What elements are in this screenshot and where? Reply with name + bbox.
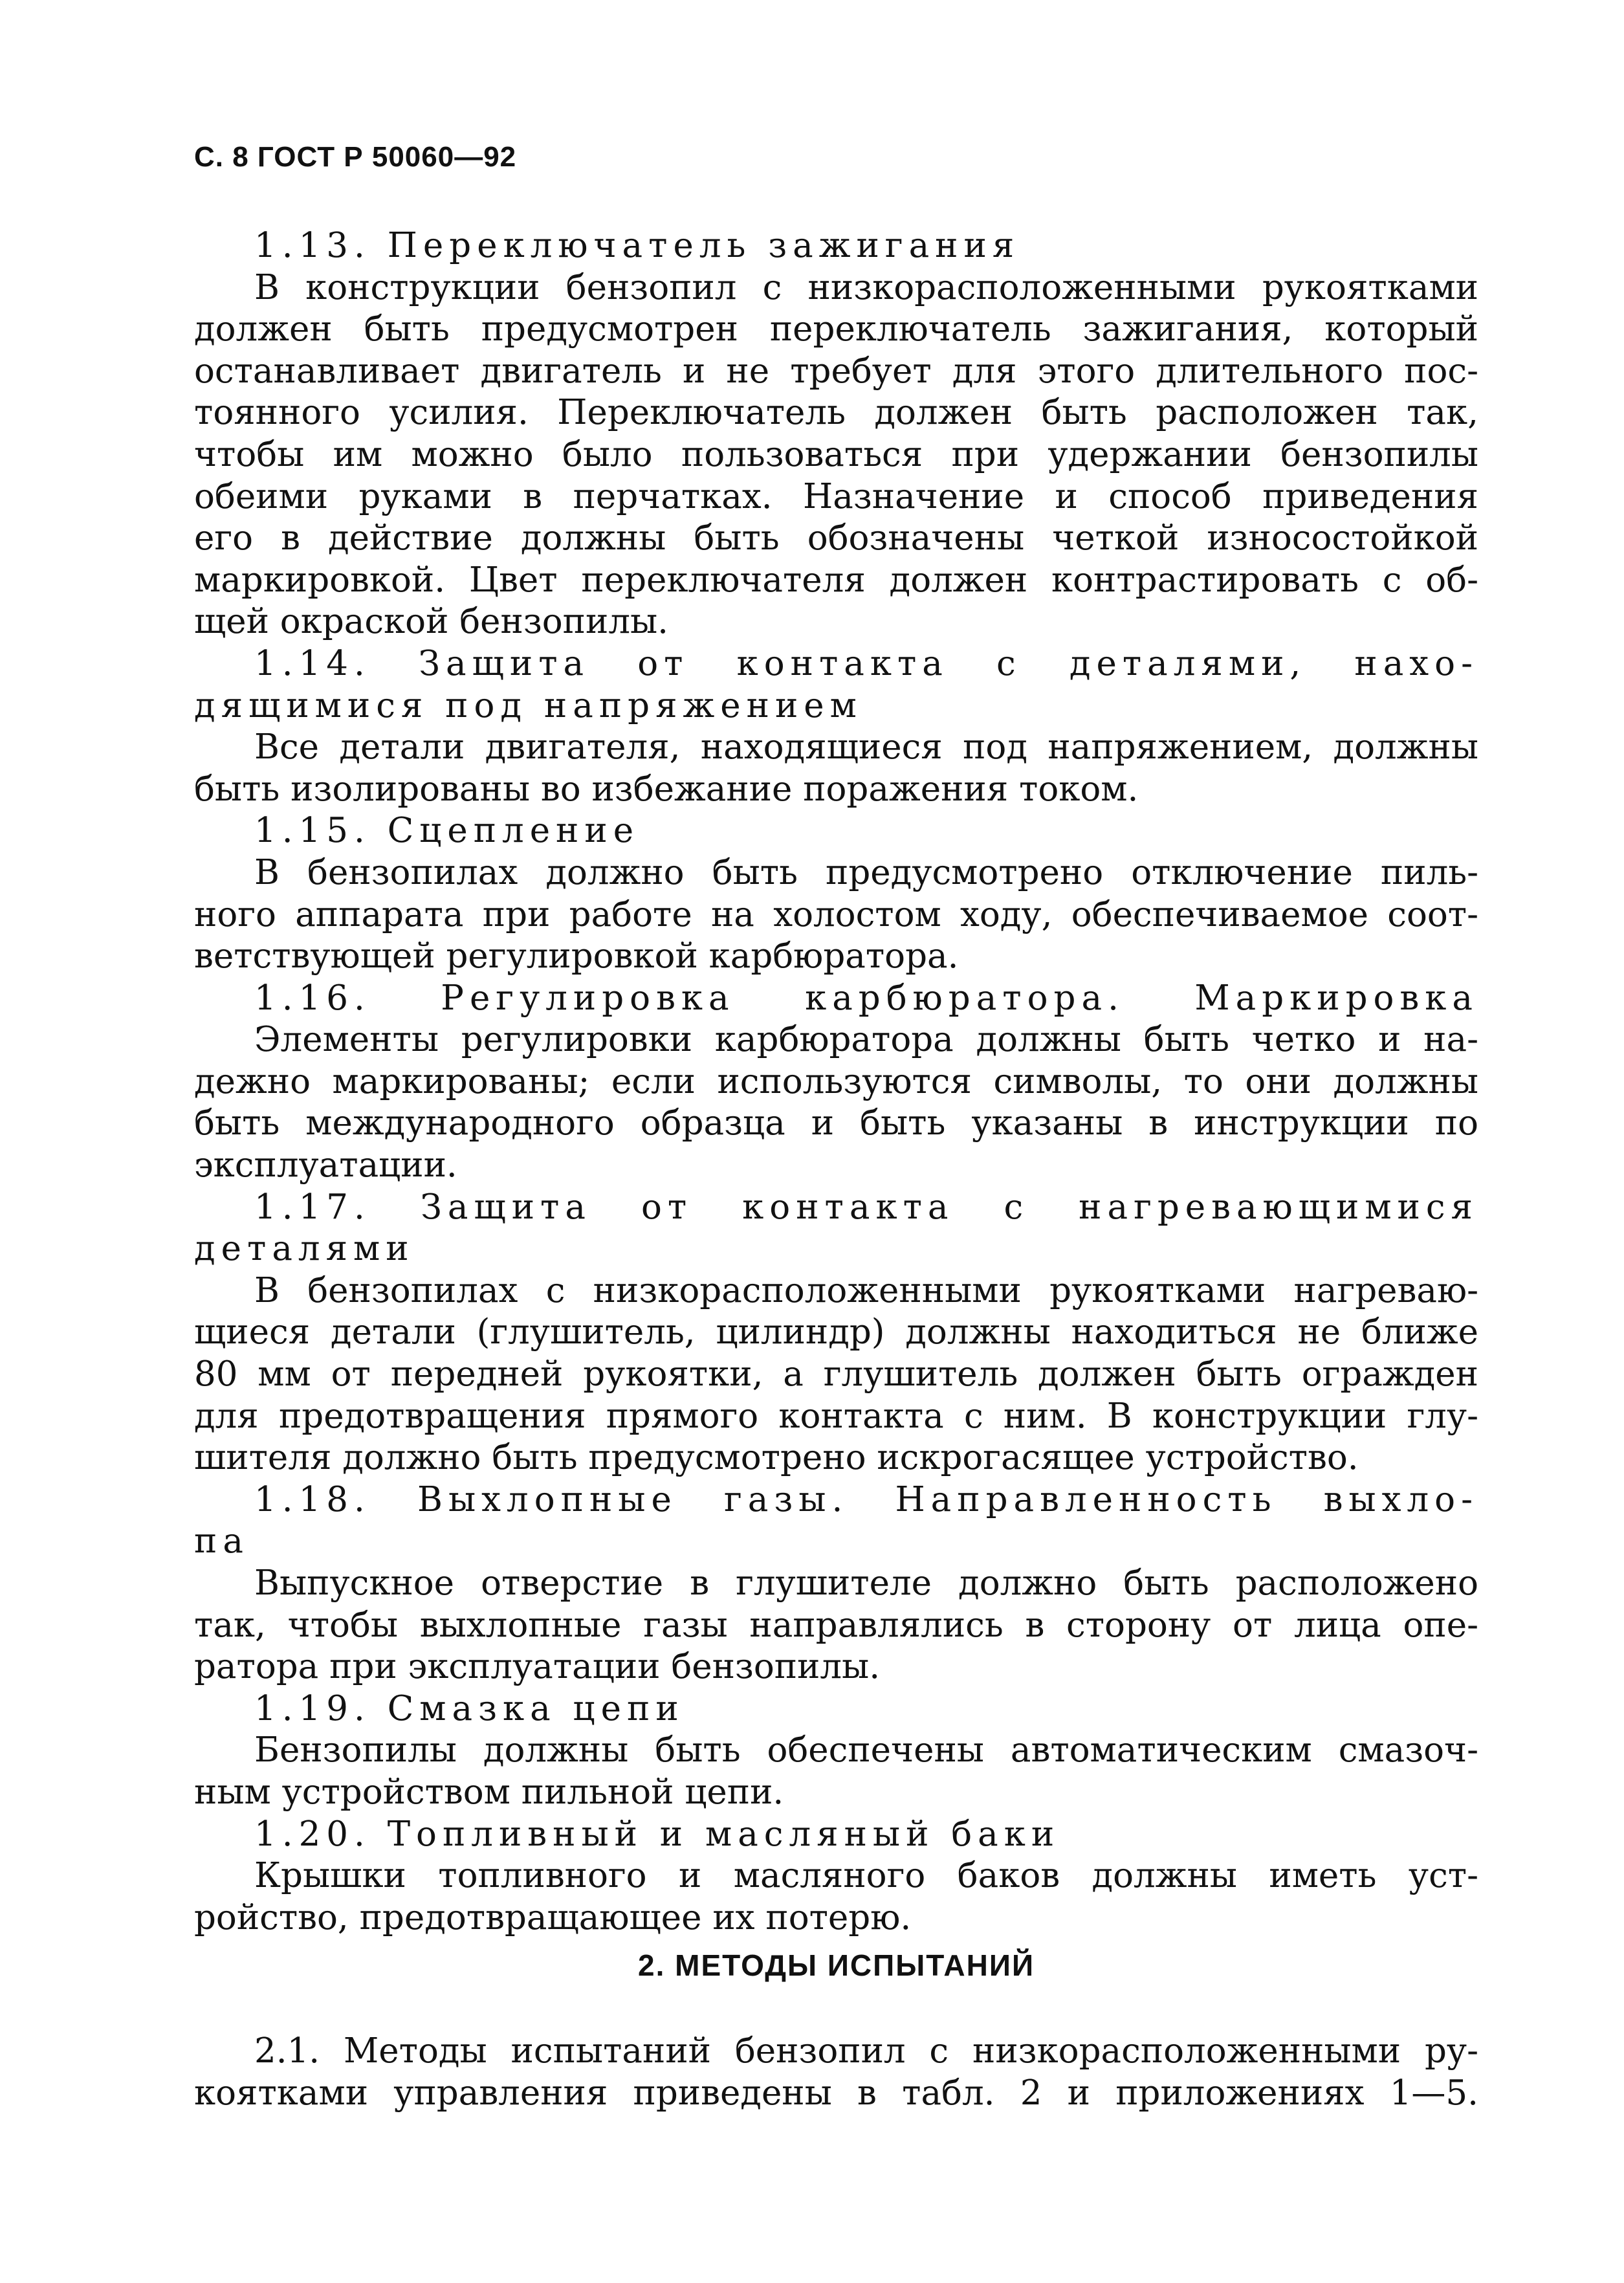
text-line: ройство, предотвращающее их потерю. bbox=[194, 1897, 912, 1937]
clause-heading-line: 1.18. Выхлопные газы. Направленность выхло- bbox=[254, 1479, 1478, 1519]
clause-heading-line: 1.14. Защита от контакта с деталями, нахо- bbox=[254, 643, 1478, 683]
text-line: шителя должно быть предусмотрено искрогасящее устройство. bbox=[194, 1438, 1359, 1478]
text-line: Бензопилы должны быть обеспечены автоматическим смазоч- bbox=[254, 1730, 1478, 1770]
text-line: 80 мм от передней рукоятки, а глушитель должен быть огражден bbox=[194, 1354, 1478, 1395]
text-line: щиеся детали (глушитель, цилиндр) должны находиться не ближе bbox=[194, 1312, 1478, 1352]
text-line: ратора при эксплуатации бензопилы. bbox=[194, 1647, 881, 1687]
text-line: быть международного образца и быть указаны в инструкции по bbox=[194, 1103, 1478, 1143]
text-line: Крышки топливного и масляного баков должны иметь уст- bbox=[254, 1856, 1478, 1896]
clause-heading-line: 1.15. Сцепление bbox=[254, 811, 640, 851]
section-2-title: 2. МЕТОДЫ ИСПЫТАНИЙ bbox=[638, 1948, 1035, 1982]
text-line: В конструкции бензопил с низкорасположенными рукоятками bbox=[254, 267, 1478, 307]
text-line: дежно маркированы; если используются символы, то они должны bbox=[194, 1061, 1478, 1101]
section-2-body bbox=[194, 2031, 1478, 2114]
text-line: быть изолированы во избежание поражения током. bbox=[194, 769, 1139, 809]
text-line: для предотвращения прямого контакта с ним. В конструкции глу- bbox=[194, 1396, 1478, 1436]
text-line: тоянного усилия. Переключатель должен быть расположен так, bbox=[194, 393, 1478, 433]
text-line: ного аппарата при работе на холостом ходу, обеспечиваемое соот- bbox=[194, 894, 1478, 934]
text-line: чтобы им можно было пользоваться при удержании бензопилы bbox=[194, 434, 1478, 474]
clause-heading-line: 1.13. Переключатель зажигания bbox=[254, 226, 1020, 265]
clause-heading-line: дящимися под напряжением bbox=[194, 685, 862, 725]
text-line: Выпускное отверстие в глушителе должно быть расположено bbox=[254, 1563, 1478, 1603]
text-line: Все детали двигателя, находящиеся под напряжением, должны bbox=[254, 727, 1478, 767]
text-line: маркировкой. Цвет переключателя должен контрастировать с об- bbox=[194, 560, 1478, 600]
text-line: коятками управления приведены в табл. 2 и приложениях 1—5. bbox=[194, 2073, 1478, 2113]
text-line: так, чтобы выхлопные газы направлялись в сторону от лица опе- bbox=[194, 1605, 1478, 1645]
text-line: обеими руками в перчатках. Назначение и способ приведения bbox=[194, 476, 1478, 516]
text-line: 2.1. Методы испытаний бензопил с низкорасположенными ру- bbox=[254, 2031, 1478, 2071]
clause-heading-line: 1.20. Топливный и масляный баки bbox=[254, 1814, 1060, 1854]
clause-heading-line: 1.16. Регулировка карбюратора. Маркировка bbox=[254, 978, 1478, 1018]
clause-heading-line: па bbox=[194, 1521, 249, 1561]
text-line: Элементы регулировки карбюратора должны быть четко и на- bbox=[254, 1020, 1478, 1060]
page-header: С. 8 ГОСТ Р 50060—92 bbox=[194, 141, 517, 173]
section-1-body bbox=[194, 225, 1478, 1939]
text-line: останавливает двигатель и не требует для этого длительного пос- bbox=[194, 351, 1478, 391]
clause-heading-line: 1.17. Защита от контакта с нагревающимися bbox=[254, 1187, 1478, 1227]
text-line: его в действие должны быть обозначены четкой износостойкой bbox=[194, 518, 1478, 558]
clause-heading-line: 1.19. Смазка цепи bbox=[254, 1688, 685, 1728]
text-line: ным устройством пильной цепи. bbox=[194, 1772, 784, 1812]
text-line: эксплуатации. bbox=[194, 1145, 457, 1186]
text-line: ветствующей регулировкой карбюратора. bbox=[194, 936, 959, 976]
text-line: должен быть предусмотрен переключатель зажигания, который bbox=[194, 309, 1478, 349]
text-line: В бензопилах должно быть предусмотрено отключение пиль- bbox=[254, 852, 1478, 892]
clause-heading-line: деталями bbox=[194, 1229, 415, 1269]
text-line: щей окраской бензопилы. bbox=[194, 602, 669, 642]
text-line: В бензопилах с низкорасположенными рукоятками нагреваю- bbox=[254, 1270, 1478, 1310]
